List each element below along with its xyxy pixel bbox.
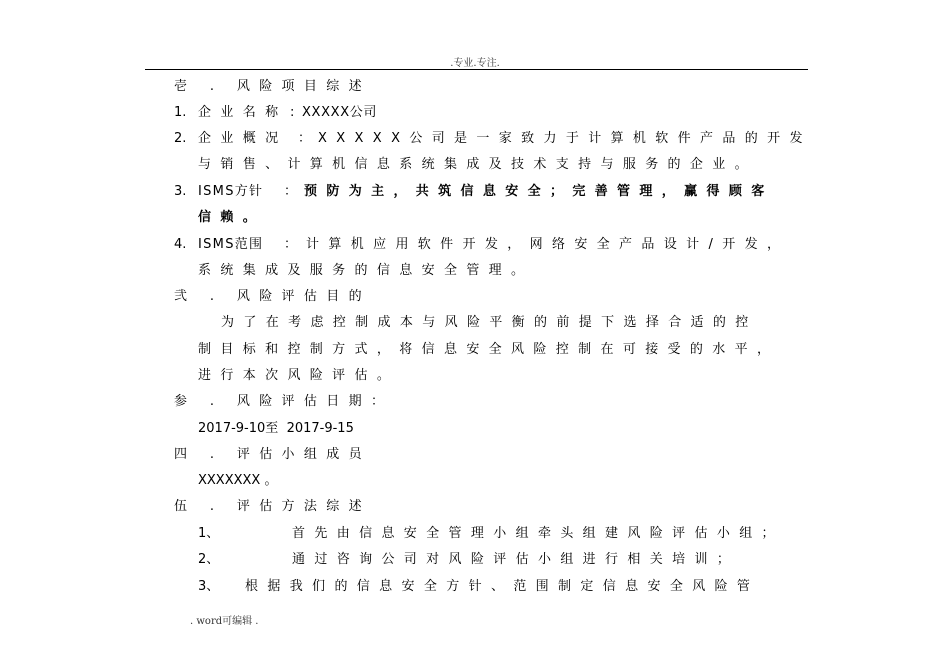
purpose-line-1: 为了在考虑控制成本与风险平衡的前提下选择合适的控 bbox=[221, 315, 758, 330]
isms-policy-line-1: 预防为主，共筑信息安全；完善管理，赢得顾客 bbox=[304, 184, 774, 199]
isms-policy-line-2: 信赖。 bbox=[198, 210, 266, 225]
item-number: 3. bbox=[174, 184, 187, 199]
date-from: 2017-9-10 bbox=[198, 421, 266, 436]
page-header: .专业.专注. bbox=[450, 58, 500, 69]
isms-scope-colon: ： bbox=[284, 237, 298, 252]
date-to: 2017-9-15 bbox=[286, 421, 354, 436]
method-item-text: 首先由信息安全管理小组牵头组建风险评估小组； bbox=[292, 526, 784, 541]
isms-scope-line-2: 系统集成及服务的信息安全管理。 bbox=[198, 263, 534, 278]
item-number: 2. bbox=[174, 131, 187, 146]
page-footer: . word可编辑 . bbox=[190, 616, 259, 627]
section-1-title: 壱 . 风险项目综述 bbox=[174, 79, 371, 94]
purpose-line-2: 制目标和控制方式，将信息安全风险控制在可接受的水平， bbox=[198, 342, 780, 357]
method-item-number: 2、 bbox=[198, 552, 220, 567]
isms-scope-line-1: 计算机应用软件开发，网络安全产品设计/开发， bbox=[306, 237, 790, 252]
purpose-line-3: 进行本次风险评估。 bbox=[198, 368, 400, 383]
item-number: 1. bbox=[174, 105, 187, 120]
team-members: XXXXXXX 。 bbox=[198, 473, 278, 488]
company-overview-line-2: 与销售、计算机信息系统集成及技术支持与服务的企业。 bbox=[198, 157, 757, 172]
date-separator: 至 bbox=[265, 421, 279, 436]
header-divider bbox=[145, 69, 808, 70]
section-5-title: 伍 . 评估方法综述 bbox=[174, 499, 371, 514]
method-item-text: 根据我们的信息安全方针、范围制定信息安全风险管 bbox=[245, 579, 760, 594]
isms-policy-colon: ： bbox=[284, 184, 298, 199]
item-number: 4. bbox=[174, 237, 187, 252]
isms-policy-label: ISMS方针 bbox=[198, 184, 264, 199]
method-item-text: 通过咨询公司对风险评估小组进行相关培训； bbox=[292, 552, 740, 567]
company-overview-line-1: XXXXX公司是一家致力于计算机软件产品的开发 bbox=[318, 131, 812, 146]
section-3-title: 参 . 风险评估日期： bbox=[174, 394, 394, 409]
section-4-title: 四 . 评估小组成员 bbox=[174, 447, 371, 462]
company-overview-label: 企业概况 bbox=[198, 131, 288, 146]
company-overview-colon: ： bbox=[298, 131, 312, 146]
company-name-label: 企业名称 bbox=[198, 105, 288, 120]
company-name-colon: : bbox=[290, 105, 295, 120]
method-item-number: 1、 bbox=[198, 526, 220, 541]
company-name-value: XXXXX公司 bbox=[302, 105, 378, 120]
assessment-date-range bbox=[198, 421, 354, 437]
method-item-number: 3、 bbox=[198, 579, 220, 594]
section-2-title: 弐 . 风险评估目的 bbox=[174, 289, 371, 304]
isms-scope-label: ISMS范围 bbox=[198, 237, 264, 252]
